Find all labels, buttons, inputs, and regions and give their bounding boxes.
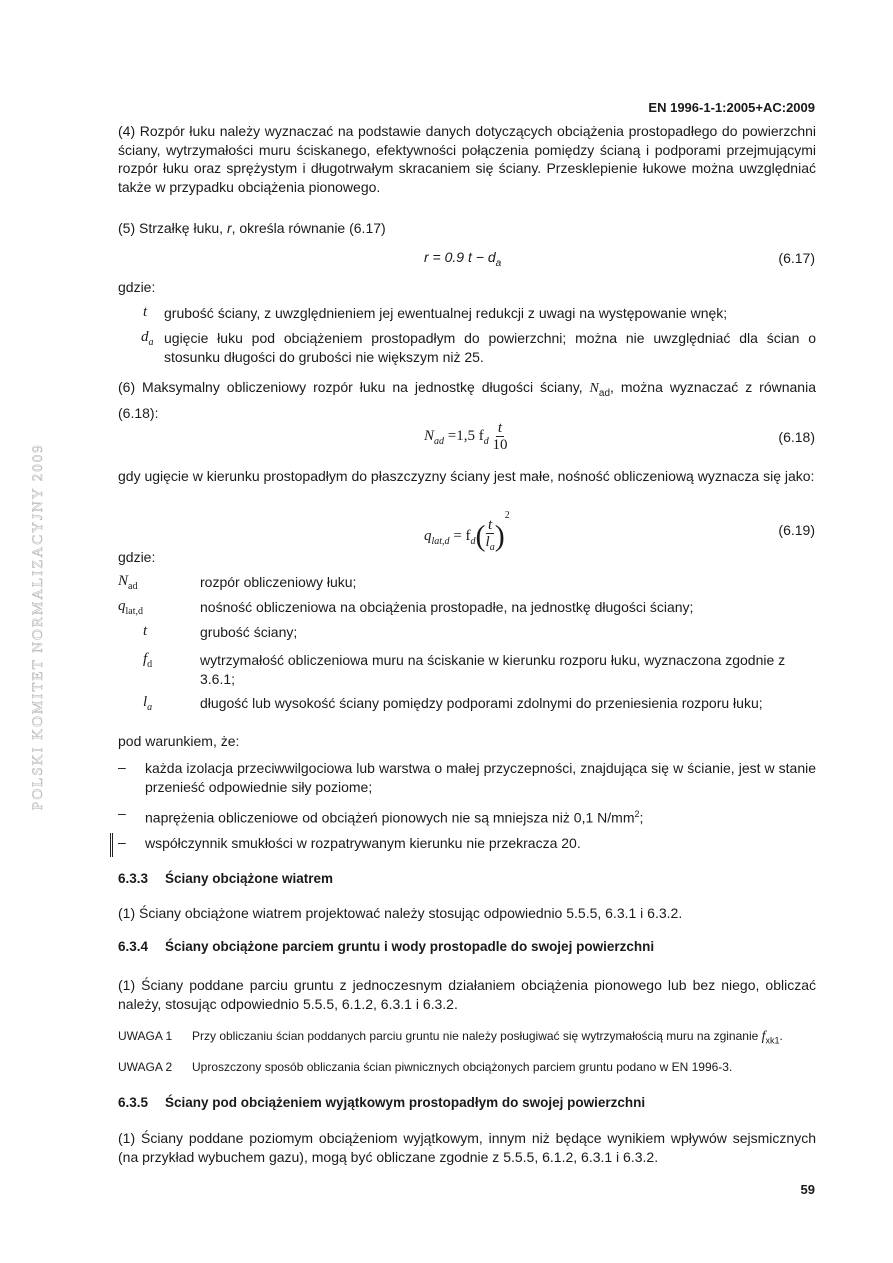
note-1: UWAGA 1 Przy obliczaniu ścian poddanych parciu gruntu nie należy posługiwać się wytrzymałością muru na zginanie $f_{xk1}$.	[118, 1029, 783, 1046]
text: , określa równanie (6.17)	[231, 220, 386, 236]
sub: ad	[598, 387, 611, 399]
symbol-da: $d_a$	[141, 329, 154, 348]
exponent: 2	[504, 510, 510, 521]
bullet-item: każda izolacja przeciwwilgociowa lub warstwa o małej przyczepności, znajdująca się w ścianie, jest w stanie przenieść odpowiednie siły poziome;	[145, 760, 816, 795]
change-bar	[110, 833, 113, 857]
condition-intro: pod warunkiem, że:	[118, 733, 240, 749]
mid: = f	[449, 528, 471, 544]
definition: grubość ściany, z uwzględnieniem jej ewentualnej redukcji z uwagi na występowanie wnęk;	[164, 305, 728, 321]
section-heading-6-3-4: 6.3.4 Ściany obciążone parciem gruntu i wody prostopadle do swojej powierzchni	[118, 939, 655, 954]
dash: –	[118, 834, 126, 850]
symbol-fd: $f_d$	[143, 651, 153, 670]
equation-6-18	[424, 420, 507, 453]
mid: =1,5 f	[444, 427, 484, 444]
symbol-t: t	[143, 304, 148, 320]
page-number: 59	[800, 1182, 815, 1197]
symbol-t: t	[143, 623, 148, 639]
definition: ugięcie łuku pod obciążeniem prostopadłym do powierzchni; można nie uwzględniać dla ścian o stosunku długości do grubości nie większym niż 25.	[164, 330, 816, 365]
numerator: t	[488, 517, 493, 534]
definition: grubość ściany;	[200, 624, 298, 640]
bullet-item: współczynnik smukłości w rozpatrywanym kierunku nie przekracza 20.	[145, 835, 581, 851]
text: , można wyznaczać z równania (6.18):	[118, 379, 816, 421]
equation-6-17	[424, 249, 501, 269]
paragraph: (1) Ściany obciążone wiatrem projektować należy stosując odpowiednio 5.5.5, 6.3.1 i 6.3.2.	[118, 905, 683, 921]
lhs: N	[424, 427, 435, 444]
symbol-la: $l_a$	[143, 694, 153, 713]
definition: nośność obliczeniowa na obciążenia prostopadłe, na jednostkę długości ściany;	[200, 599, 694, 615]
denominator: l	[485, 534, 490, 551]
equation-number: (6.19)	[778, 522, 815, 538]
var: N	[589, 381, 599, 396]
sub: a	[489, 542, 495, 554]
dash: –	[118, 759, 126, 775]
symbol-nad: $N_{ad}$	[118, 573, 138, 592]
where-label: gdzie:	[118, 279, 156, 295]
where-label: gdzie:	[118, 549, 156, 565]
note-2: UWAGA 2 Uproszczony sposób obliczania ścian piwnicznych obciążonych parciem gruntu podano w EN 1996-3.	[118, 1060, 733, 1074]
paragraph-5	[118, 219, 816, 238]
section-heading-6-3-5: 6.3.5 Ściany pod obciążeniem wyjątkowym prostopadłym do swojej powierzchni	[118, 1095, 646, 1110]
denominator: 10	[492, 437, 508, 453]
fraction	[492, 420, 507, 453]
sub: d	[483, 435, 489, 447]
bullet-item: naprężenia obliczeniowe od obciążeń pionowych nie są mniejsza niż 0,1 $N/mm^2$;	[145, 809, 644, 826]
sub: d	[470, 536, 476, 547]
lhs: q	[424, 528, 432, 544]
text: (6) Maksymalny obliczeniowy rozpór łuku na jednostkę długości ściany,	[118, 379, 590, 395]
dash: –	[118, 805, 126, 821]
sub: lat,d	[431, 536, 450, 547]
var: r	[226, 220, 232, 236]
paragraph-when: gdy ugięcie w kierunku prostopadłym do płaszczyzny ściany jest małe, nośność obliczeniową wyznacza się jako:	[118, 468, 815, 484]
paragraph: (1) Ściany poddane poziomym obciążeniom wyjątkowym, innym niż będące wynikiem wpływów sejsmicznych (na przykład wybuchem gazu), mogą być obliczane zgodnie z 5.5.5, 6.1.2, 6.3.1 i 6.3.2.	[118, 1130, 816, 1165]
numerator: t	[497, 420, 503, 436]
watermark: POLSKI KOMITET NORMALIZACYJNY 2009	[30, 443, 46, 810]
definition: długość lub wysokość ściany pomiędzy podporami zdolnymi do przeniesienia rozporu łuku;	[200, 695, 763, 711]
symbol-qlatd: $q_{lat,d}$	[118, 598, 143, 617]
definition: wytrzymałość obliczeniowa muru na ściskanie w kierunku rozporu łuku, wyznaczona zgodnie z 3.6.1;	[200, 652, 786, 687]
equation-number: (6.18)	[778, 429, 815, 445]
document-header: EN 1996-1-1:2005+AC:2009	[648, 100, 815, 115]
section-heading-6-3-3: 6.3.3 Ściany obciążone wiatrem	[118, 871, 334, 886]
paragraph: (1) Ściany poddane parciu gruntu z jednoczesnym działaniem obciążenia pionowego lub bez niego, obliczać należy, stosując odpowiednio 5.5.5, 6.1.2, 6.3.1 i 6.3.2.	[118, 977, 816, 1012]
sub: a	[495, 257, 502, 269]
paragraph-6	[118, 378, 816, 422]
definition: rozpór obliczeniowy łuku;	[200, 574, 357, 590]
sub: ad	[434, 435, 445, 447]
expr: r = 0.9 t − d	[424, 249, 496, 265]
text: (5) Strzałkę łuku,	[118, 220, 227, 236]
paragraph-4: (4) Rozpór łuku należy wyznaczać na podstawie danych dotyczących obciążenia prostopadłego do powierzchni ściany, wytrzymałości muru ściskanego, efektywności połączenia pomiędzy ścianą i podporami przejmującymi rozpór łuku oraz sprężystym i długotrwałym skracaniem się ściany. Przesklepienie łukowe można uwzględniać także w przypadku obciążenia pionowego.	[118, 123, 816, 196]
equation-number: (6.17)	[778, 250, 815, 266]
equation-6-19: $q_{lat,d} = f_d$( $\frac{t}{l_a}$ )$^2$	[424, 510, 510, 556]
